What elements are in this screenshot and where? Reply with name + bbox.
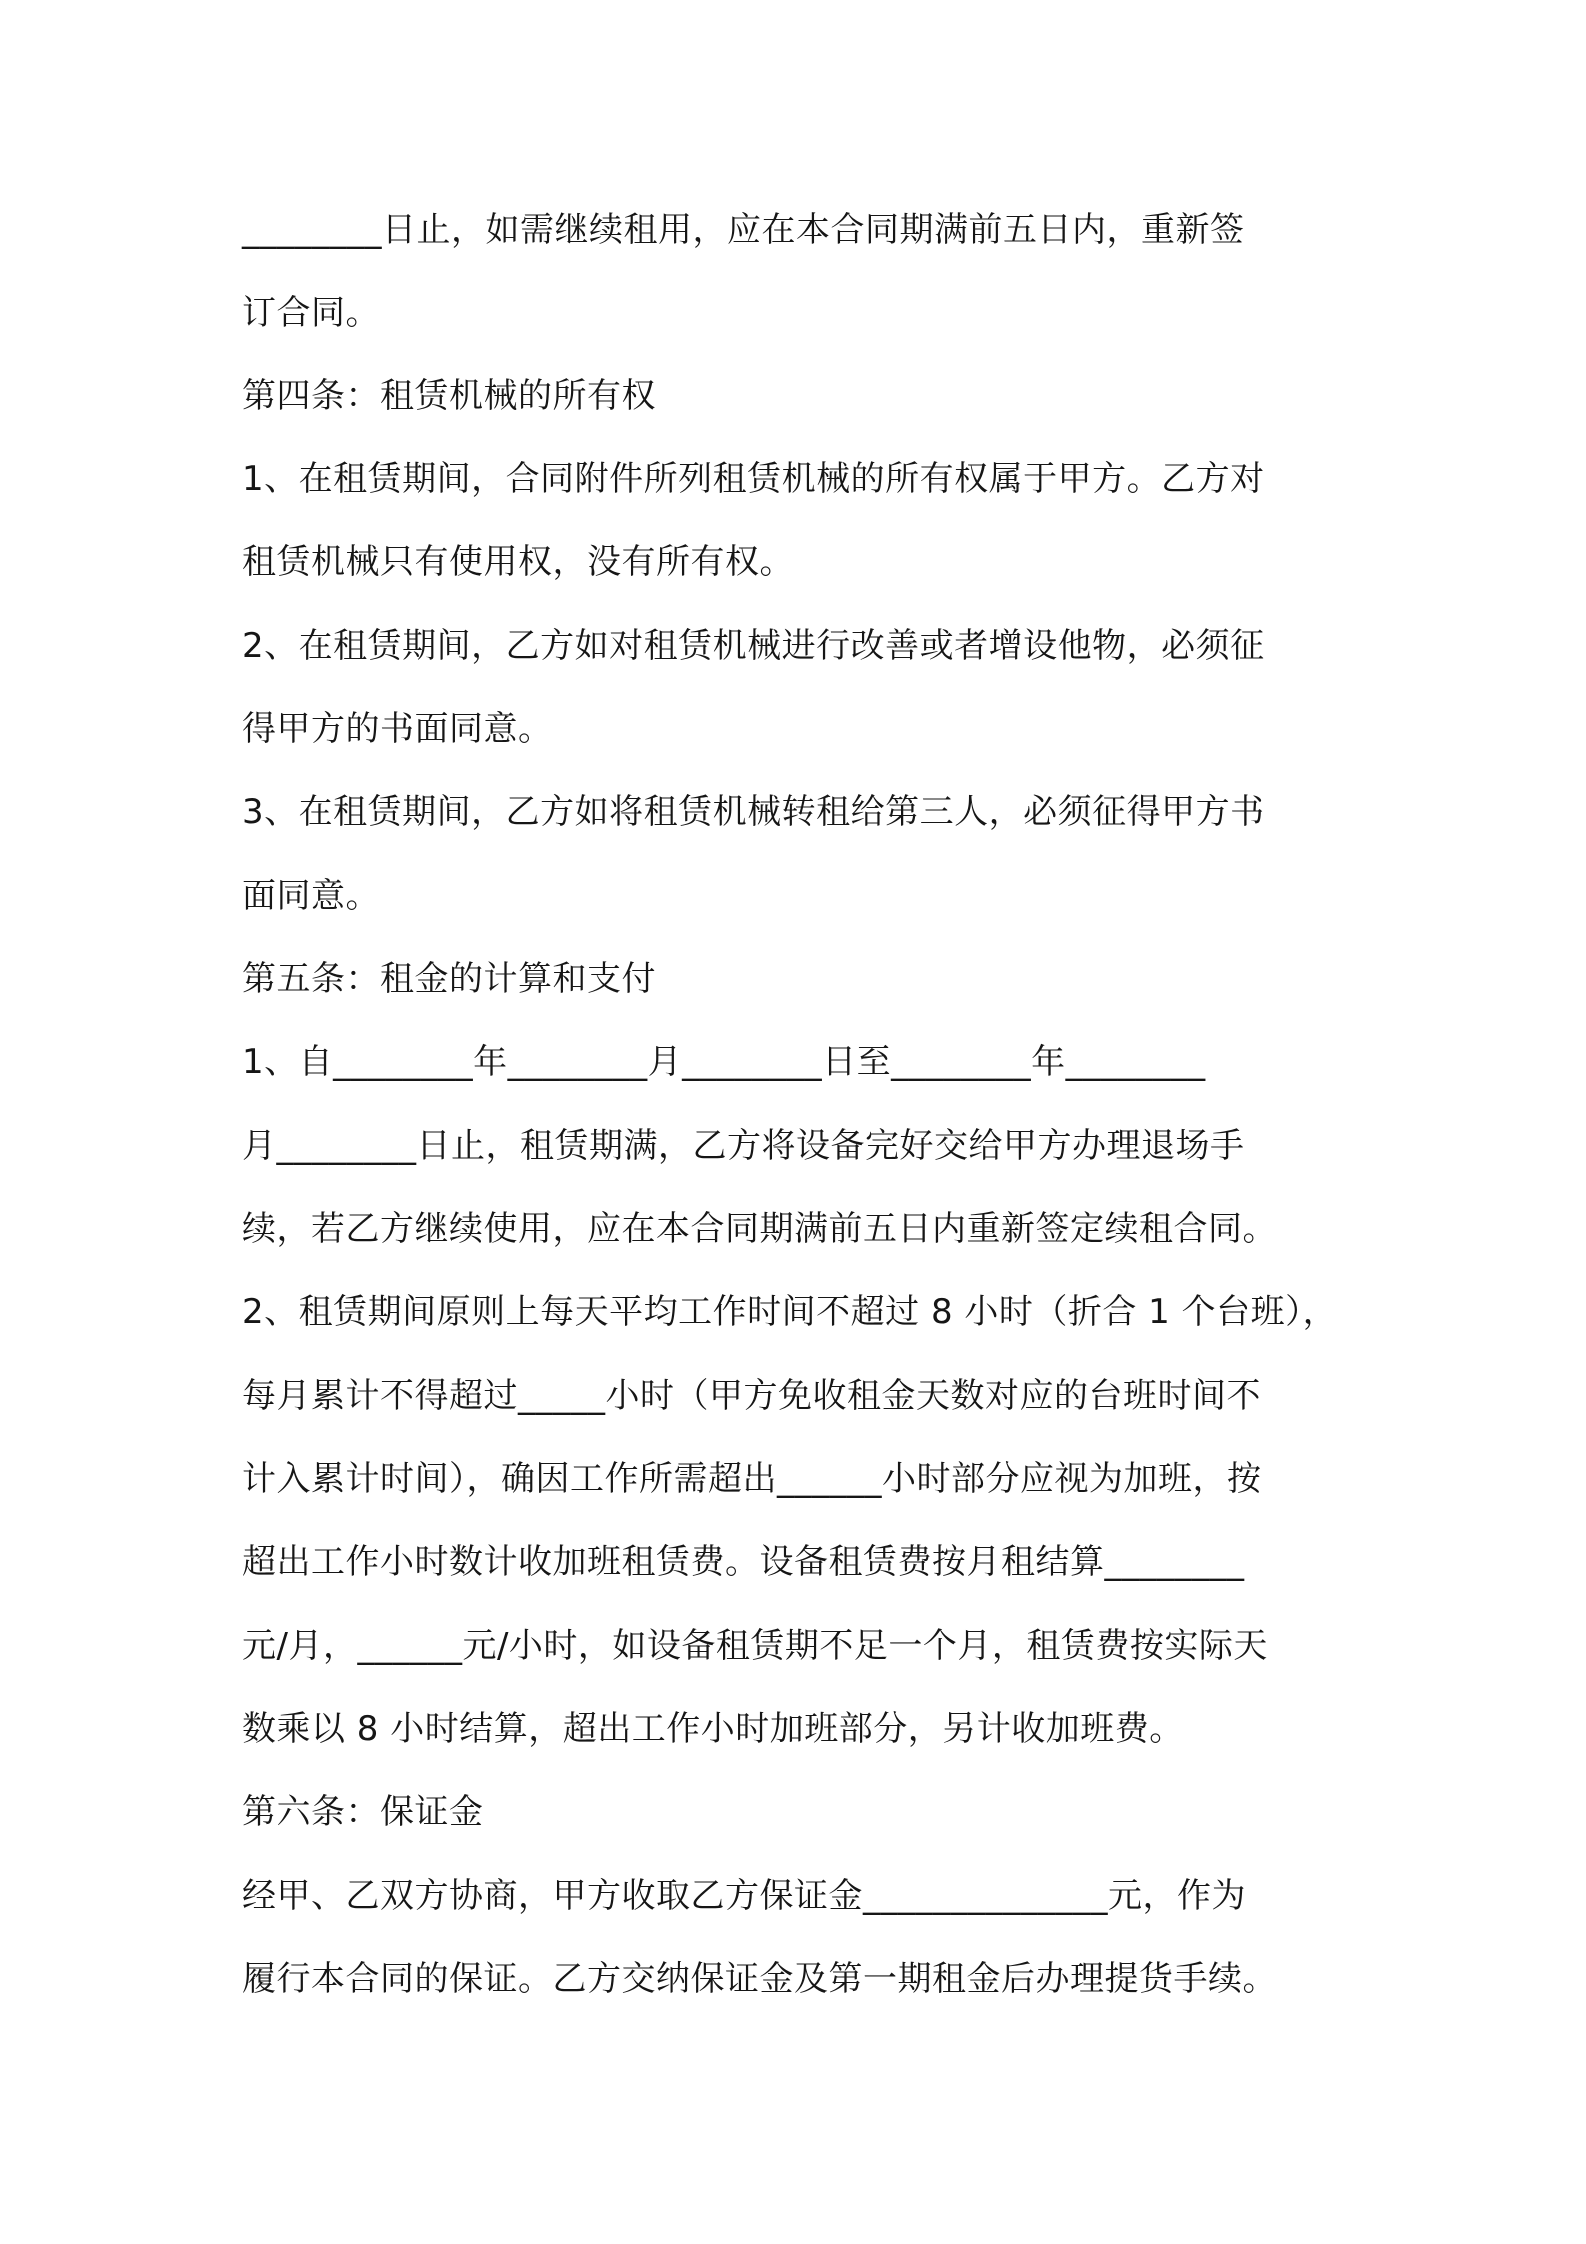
- text-line: ________日止，如需继续租用，应在本合同期满前五日内，重新签: [242, 210, 1245, 250]
- text-line: 每月累计不得超过_____小时（甲方免收租金天数对应的台班时间不: [242, 1376, 1261, 1416]
- text-line: 得甲方的书面同意。: [242, 709, 553, 749]
- text-line: 面同意。: [242, 876, 380, 916]
- text-line: 订合同。: [242, 293, 380, 333]
- text-line: 计入累计时间），确因工作所需超出______小时部分应视为加班，按: [242, 1459, 1262, 1499]
- text-line: 数乘以 8 小时结算，超出工作小时加班部分，另计收加班费。: [242, 1709, 1184, 1749]
- text-line: 2、租赁期间原则上每天平均工作时间不超过 8 小时（折合 1 个台班），: [242, 1292, 1338, 1332]
- section-heading: 第六条：保证金: [242, 1792, 484, 1832]
- text-line: 超出工作小时数计收加班租赁费。设备租赁费按月租结算________: [242, 1542, 1245, 1582]
- section-heading: 第五条：租金的计算和支付: [242, 959, 656, 999]
- text-line: 3、在租赁期间，乙方如将租赁机械转租给第三人，必须征得甲方书: [242, 792, 1265, 832]
- section-heading: 第四条：租赁机械的所有权: [242, 376, 656, 416]
- text-line: 经甲、乙双方协商，甲方收取乙方保证金______________元，作为: [242, 1876, 1246, 1916]
- text-line: 2、在租赁期间，乙方如对租赁机械进行改善或者增设他物，必须征: [242, 626, 1265, 666]
- text-line: 元/月，______元/小时，如设备租赁期不足一个月，租赁费按实际天: [242, 1626, 1268, 1666]
- text-line: 续，若乙方继续使用，应在本合同期满前五日内重新签定续租合同。: [242, 1209, 1277, 1249]
- text-line: 租赁机械只有使用权，没有所有权。: [242, 542, 794, 582]
- text-line: 1、在租赁期间，合同附件所列租赁机械的所有权属于甲方。乙方对: [242, 459, 1265, 499]
- text-line: 履行本合同的保证。乙方交纳保证金及第一期租金后办理提货手续。: [242, 1959, 1277, 1999]
- text-line: 月________日止，租赁期满，乙方将设备完好交给甲方办理退场手: [242, 1126, 1245, 1166]
- text-line: 1、自________年________月________日至________年________: [242, 1042, 1206, 1082]
